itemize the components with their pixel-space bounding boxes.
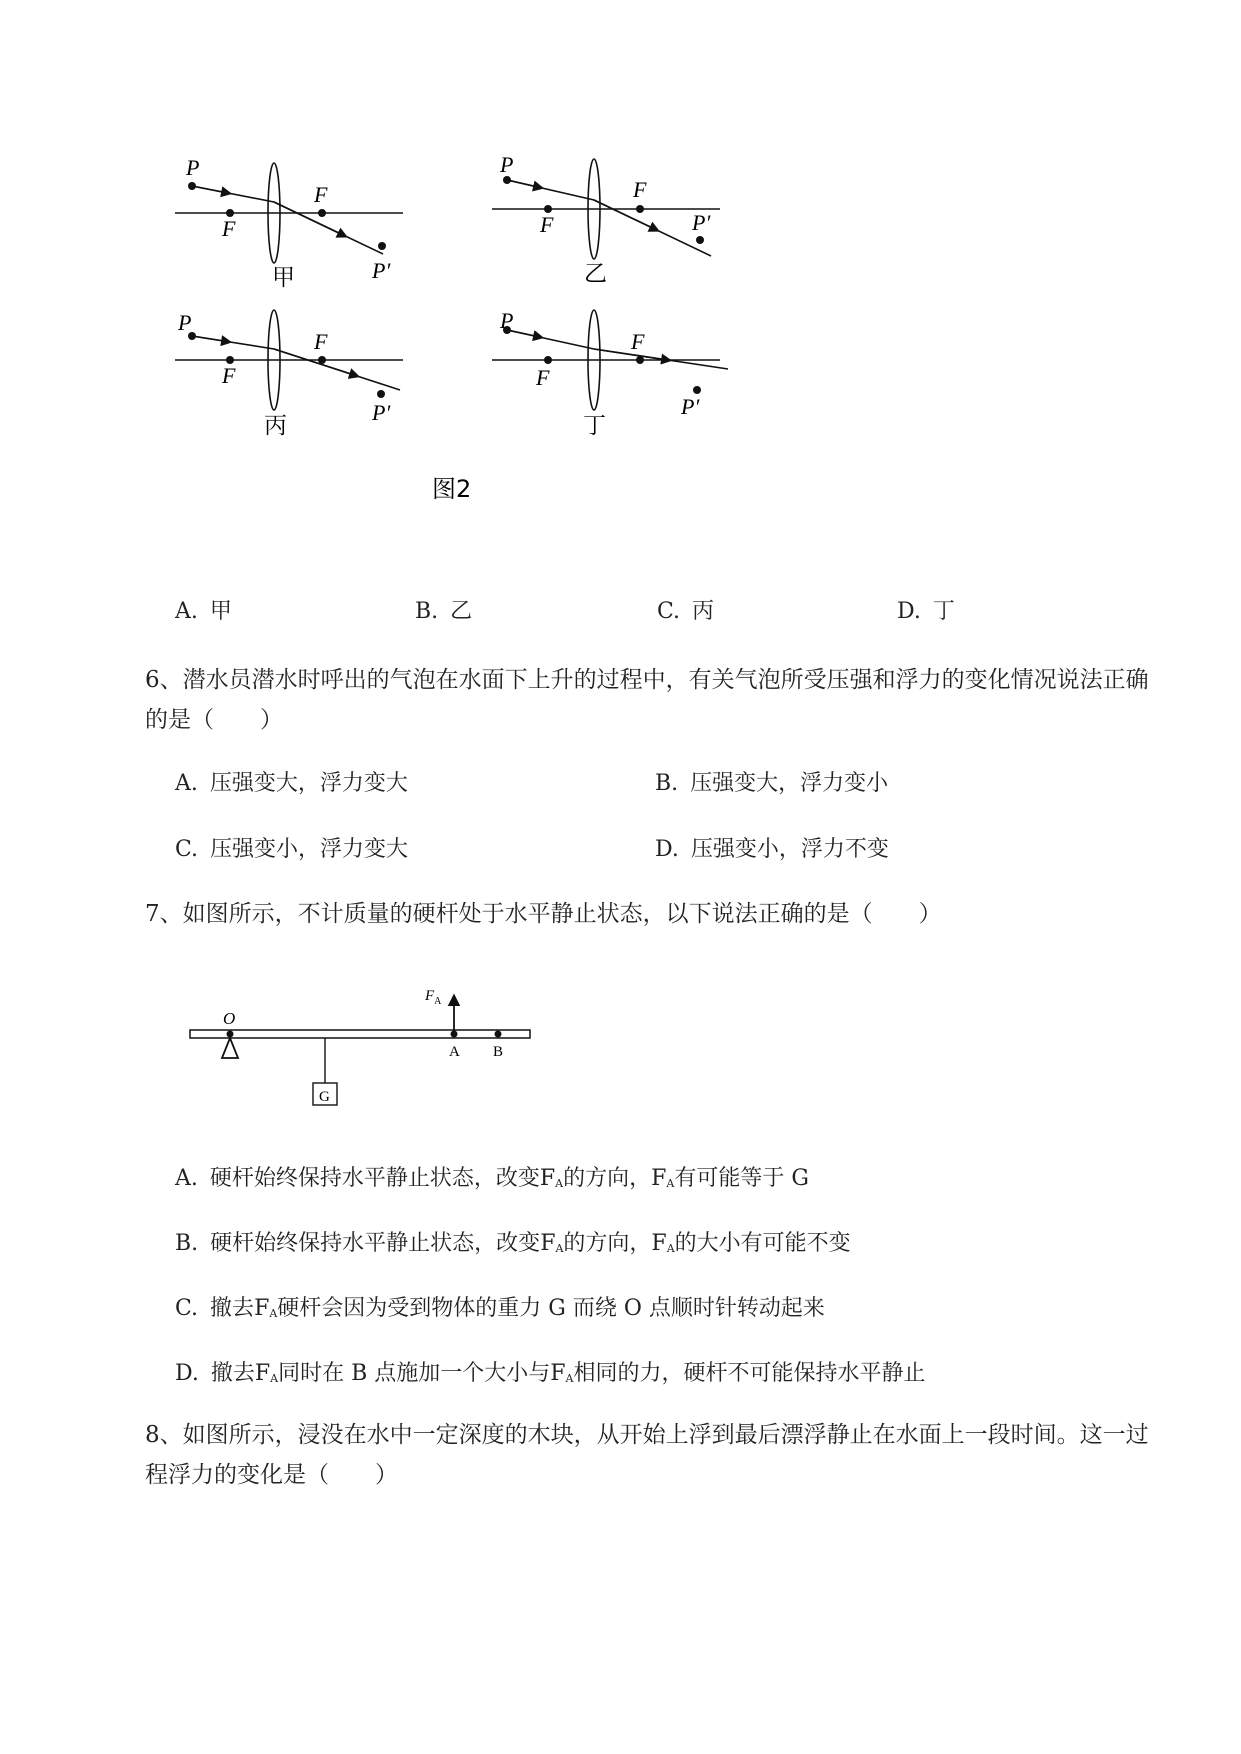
panel-label-ding: 丁 xyxy=(583,413,606,439)
image-point-p-prime xyxy=(377,390,385,398)
option-letter: C. xyxy=(175,837,199,862)
label-p-prime: P′ xyxy=(372,258,391,283)
label-b: B xyxy=(493,1044,504,1060)
q5-option-c[interactable] xyxy=(657,598,714,626)
label-p: P xyxy=(500,308,514,333)
question-text: 潜水员潜水时呼出的气泡在水面下上升的过程中，有关气泡所受压强和浮力的变化情况说法正确的是（ ） xyxy=(145,667,1149,733)
label-force: $F_A$ xyxy=(425,988,442,1007)
figure-2-svg xyxy=(170,150,770,560)
focal-point-left xyxy=(544,356,552,364)
light-ray xyxy=(507,330,728,369)
figure-2-lens-diagrams xyxy=(170,150,770,560)
q6-option-a[interactable] xyxy=(175,770,408,798)
label-p: P xyxy=(186,155,200,180)
ray-arrow xyxy=(192,186,230,194)
option-text: 乙 xyxy=(450,599,473,624)
option-text: 压强变小，浮力变大 xyxy=(210,837,409,862)
lever-diagram xyxy=(180,975,540,1115)
point-p xyxy=(188,182,196,190)
label-f-right: F xyxy=(314,182,328,207)
label-f-left: F xyxy=(536,365,550,390)
panel-ding xyxy=(492,308,728,439)
light-ray xyxy=(192,186,383,254)
option-letter: B. xyxy=(415,599,439,624)
q7-option-c[interactable]: C. 撤去$F_A$硬杆会因为受到物体的重力 G 而绕 O 点顺时针转动起来 xyxy=(175,1296,825,1321)
option-text: 压强变大，浮力变小 xyxy=(690,771,889,796)
option-letter: A. xyxy=(175,599,198,624)
label-o: O xyxy=(223,1009,236,1028)
q6-option-c[interactable] xyxy=(175,836,408,864)
q5-option-b[interactable] xyxy=(415,598,472,626)
question-number: 6、 xyxy=(145,667,183,693)
focal-point-right xyxy=(636,356,644,364)
label-f-left: F xyxy=(222,363,236,388)
panel-label-bing: 丙 xyxy=(264,413,287,439)
panel-yi xyxy=(492,152,720,287)
symbol-fa: $F_A$ xyxy=(651,1166,675,1191)
label-f-right: F xyxy=(631,329,645,354)
label-f-right: F xyxy=(314,329,328,354)
label-f-left: F xyxy=(222,216,236,241)
option-letter: C. xyxy=(175,1296,199,1321)
label-p-prime: P′ xyxy=(372,400,391,425)
question-number: 7、 xyxy=(145,901,183,927)
question-text: 如图所示，浸没在水中一定深度的木块，从开始上浮到最后漂浮静止在水面上一段时间。这一过程浮力的变化是（ ） xyxy=(145,1422,1149,1488)
figure-caption: 图2 xyxy=(432,475,472,503)
label-p: P xyxy=(178,310,192,335)
label-p-prime: P′ xyxy=(692,210,711,235)
question-6-stem xyxy=(145,660,1155,740)
symbol-fa: $F_A$ xyxy=(651,1231,675,1256)
symbol-fa: $F_A$ xyxy=(254,1361,279,1386)
q6-option-b[interactable] xyxy=(655,770,888,798)
fulcrum-icon xyxy=(222,1038,238,1058)
q7-option-b[interactable]: B. 硬杆始终保持水平静止状态，改变$F_A$的方向，$F_A$的大小有可能不变 xyxy=(175,1231,851,1256)
option-letter: D. xyxy=(897,599,921,624)
label-p: P xyxy=(500,152,514,177)
image-point-p-prime xyxy=(693,386,701,394)
panel-label-yi: 乙 xyxy=(584,261,607,287)
option-letter: B. xyxy=(655,771,679,796)
option-letter: A. xyxy=(175,771,198,796)
point-a xyxy=(451,1031,458,1038)
q7-option-a[interactable]: A. 硬杆始终保持水平静止状态，改变$F_A$的方向，$F_A$有可能等于 G xyxy=(175,1166,809,1191)
focal-point-right xyxy=(318,209,326,217)
option-letter: A. xyxy=(175,1166,198,1191)
focal-point-right xyxy=(636,205,644,213)
ray-arrow xyxy=(274,202,346,237)
point-p xyxy=(503,176,511,184)
q5-option-a[interactable] xyxy=(175,598,232,626)
label-a: A xyxy=(449,1044,460,1060)
panel-jia xyxy=(175,155,403,291)
label-p-prime: P′ xyxy=(681,394,700,419)
symbol-fa: $F_A$ xyxy=(550,1361,574,1386)
point-b xyxy=(495,1031,502,1038)
image-point-p-prime xyxy=(378,242,386,250)
ray-arrow xyxy=(594,200,658,231)
ray-arrow xyxy=(192,336,230,342)
option-text: 丙 xyxy=(692,599,715,624)
rigid-rod xyxy=(190,1030,530,1038)
question-number: 8、 xyxy=(145,1422,183,1448)
option-letter: C. xyxy=(657,599,681,624)
symbol-fa: $F_A$ xyxy=(539,1166,564,1191)
pivot-point-o xyxy=(227,1031,234,1038)
label-f-right: F xyxy=(633,177,647,202)
option-letter: D. xyxy=(655,837,679,862)
lever-svg xyxy=(180,975,540,1115)
option-text: 甲 xyxy=(209,599,232,624)
q6-option-d[interactable] xyxy=(655,836,889,864)
label-f-left: F xyxy=(540,212,554,237)
question-8-stem xyxy=(145,1415,1155,1495)
option-letter: B. xyxy=(175,1231,199,1256)
option-letter: D. xyxy=(175,1361,199,1386)
q7-option-d[interactable]: D. 撤去$F_A$同时在 B 点施加一个大小与$F_A$相同的力，硬杆不可能保持水平静止 xyxy=(175,1361,926,1386)
question-text: 如图所示，不计质量的硬杆处于水平静止状态，以下说法正确的是（ ） xyxy=(182,901,942,927)
question-7-stem xyxy=(145,900,942,928)
image-point-p-prime xyxy=(696,236,704,244)
option-text: 压强变大，浮力变大 xyxy=(209,771,408,796)
focal-point-right xyxy=(318,356,326,364)
light-ray xyxy=(507,180,711,256)
option-text: 丁 xyxy=(932,599,955,624)
symbol-fa: $F_A$ xyxy=(540,1231,564,1256)
option-text: 压强变小，浮力不变 xyxy=(690,837,889,862)
symbol-fa: $F_A$ xyxy=(254,1296,278,1321)
panel-label-jia: 甲 xyxy=(272,265,295,291)
panel-bing xyxy=(175,310,403,439)
ray-arrow xyxy=(507,180,542,188)
label-g: G xyxy=(319,1089,330,1105)
q5-option-d[interactable] xyxy=(897,598,955,626)
